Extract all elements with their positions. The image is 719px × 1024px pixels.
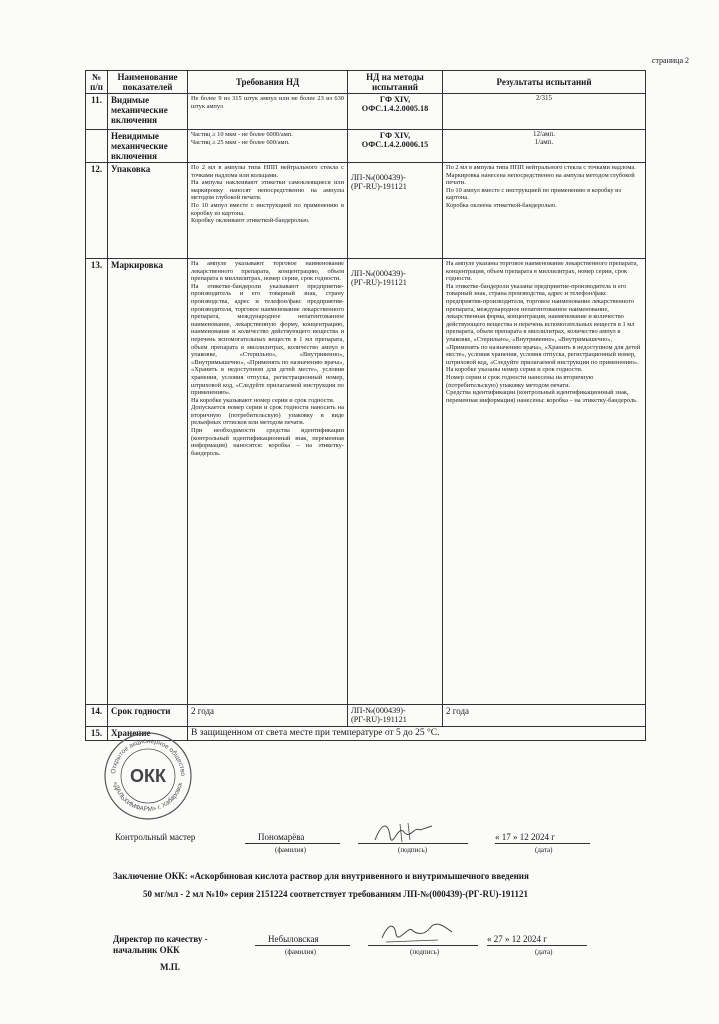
test-results-table — [85, 70, 646, 741]
page-number: страница 2 — [651, 56, 689, 65]
row-result: 12/амп. 1/амп. — [443, 130, 646, 163]
master-label: Контрольный мастер — [115, 832, 196, 842]
company-stamp — [103, 731, 193, 821]
table-row — [86, 705, 646, 727]
director-date: « 27 » 12 2024 г — [487, 934, 547, 944]
director-label-2: начальник ОКК — [113, 945, 180, 955]
table-row — [86, 259, 646, 705]
row-name: Срок годности — [108, 705, 188, 727]
row-num: 12. — [86, 163, 108, 259]
director-handwritten-signature — [378, 918, 458, 948]
row-requirement: 2 года — [188, 705, 348, 727]
stamp-ring-bottom: «ДАЛЬХИМФАРМ» г. Хабаровск — [111, 780, 185, 814]
row-num: 13. — [86, 259, 108, 705]
director-sign-caption: (подпись) — [410, 948, 440, 956]
stamp-mp-label: М.П. — [160, 962, 180, 972]
row-name: Маркировка — [108, 259, 188, 705]
director-label-1: Директор по качеству - — [113, 934, 208, 944]
header-results: Результаты испытаний — [443, 71, 646, 94]
master-date: « 17 » 12 2024 г — [495, 832, 555, 842]
row-num: 15. — [86, 726, 108, 740]
row-num: 14. — [86, 705, 108, 727]
row-method: ГФ XIV, ОФС.1.4.2.0005.18 — [348, 94, 443, 130]
header-requirements: Требования НД — [188, 71, 348, 94]
header-method: НД на методы испытаний — [348, 71, 443, 94]
row-num: 11. — [86, 94, 108, 130]
master-name-caption: (фамилия) — [275, 846, 306, 854]
row-result: 2 года — [443, 705, 646, 727]
row-requirement: На ампуле указывают торговое наименование лекарственного препарата, концентрацию, объем препарата в миллилитрах, номер серии, срок годности. На этикетке-бандероли указывают предприятие-производитель и его товарный знак, страну производства, адрес и телефон/факс предприятия-производителя, торговое наименование лекарственного препарата, международное непатентованное наименование, лекарственную форму, концентрацию, наименование и количество действующего вещества и перечень вспомогательных веществ в 1 мл препарата, объем препарата в миллилитрах, количество ампул в упаковке, «Стерильно», «Внутривенно», «Внутримышечно», «Применять по назначению врача», «Хранить в недоступном для детей месте», условия хранения, условия отпуска, регистрационный номер, штриховой код, «Следуйте прилагаемой инструкции по применению». На коробке указывают номер серии и срок годности. Допускается номер серии и срок годности наносить на вторичную (потребительскую) упаковку в виде рельефных оттисков или методом печати. При необходимости средства идентификации (контрольный идентификационный знак, переменная информация) наносятся: коробка – на этикетку-бандероль. — [188, 259, 348, 705]
row-name: Упаковка — [108, 163, 188, 259]
conclusion-line-2: 50 мг/мл - 2 мл №10» серия 2151224 соответствует требованиям ЛП-№(000439)-(РГ-RU)-191121 — [143, 889, 528, 899]
table-row — [86, 130, 646, 163]
master-name: Пономарёва — [258, 832, 305, 842]
row-requirement: Не более 9 из 315 штук ампул или не более 23 из 630 штук ампул — [188, 94, 348, 130]
row-storage-requirement: В защищенном от света месте при температуре от 5 до 25 °С. — [188, 726, 646, 740]
row-name: Хранение — [108, 726, 188, 740]
header-name: Наименование показателей — [108, 71, 188, 94]
table-row — [86, 94, 646, 130]
row-name: Невидимые механические включения — [108, 130, 188, 163]
table-row — [86, 163, 646, 259]
row-num — [86, 130, 108, 163]
okk-conclusion — [113, 871, 713, 899]
row-method: ЛП-№(000439)- (РГ-RU)-191121 — [348, 163, 443, 259]
row-requirement: По 2 мл в ампулы типа НПП нейтрального стекла с точками надлома или кольцами. На ампулы наклеивают этикетки самоклеящиеся или маркировку наносят непосредственно на ампулы методом глубокой печати. По 10 ампул вместе с инструкцией по применению в коробку из картона. Коробку оклеивают этикеткой-бандеролью. — [188, 163, 348, 259]
row-method: ЛП-№(000439)- (РГ-RU)-191121 — [348, 259, 443, 705]
director-name-caption: (фамилия) — [285, 948, 316, 956]
row-method: ЛП-№(000439)- (РГ-RU)-191121 — [348, 705, 443, 727]
row-result: По 2 мл в ампулы типа НПП нейтрального стекла с точками надлома. Маркировка нанесена непосредственно на ампулы методом глубокой печати. По 10 ампул вместе с инструкцией по применению в коробку из картона. Коробка оклеена этикеткой-бандеролью. — [443, 163, 646, 259]
conclusion-line-1: Заключение ОКК: «Аскорбиновая кислота раствор для внутривенного и внутримышечного введения — [113, 871, 529, 881]
master-date-caption: (дата) — [535, 846, 553, 854]
row-result: 2/315 — [443, 94, 646, 130]
header-num: № п/п — [86, 71, 108, 94]
master-sign-caption: (подпись) — [398, 846, 428, 854]
stamp-center-text: ОКК — [130, 766, 166, 786]
row-result: На ампуле указаны торговое наименование лекарственного препарата, концентрация, объем препарата в миллилитрах, номер серии, срок годности. На этикетке-бандероли указаны предприятие-производитель и его товарный знак, страна производства, адрес и телефон/факс предприятия-производителя, торговое наименование лекарственного препарата, международное непатентованное наименование, лекарственная форма, концентрация, наименование и количество действующего вещества и перечень вспомогательных веществ в 1 мл препарата, объем препарата в миллилитрах, количество ампул в упаковке, «Стерильно», «Внутривенно», «Внутримышечно», «Применять по назначению врача», «Хранить в недоступном для детей месте», условия хранения, условия отпуска, регистрационный номер, штриховой код, «Следуйте прилагаемой инструкции по применению». На коробке указаны номер серии и срок годности. Номер серии и срок годности нанесены на вторичную (потребительскую) упаковку методом печати. Средства идентификации (контрольный идентификационный знак, переменная информация) нанесены: коробка – на этикетку-бандероль. — [443, 259, 646, 705]
stamp-ring-top: Открытое акционерное общество — [110, 737, 187, 777]
row-method: ГФ XIV, ОФС.1.4.2.0006.15 — [348, 130, 443, 163]
row-name: Видимые механические включения — [108, 94, 188, 130]
row-requirement: Частиц ≥ 10 мкм - не более 6000/амп. Частиц ≥ 25 мкм - не более 600/амп. — [188, 130, 348, 163]
master-handwritten-signature — [370, 818, 440, 846]
director-date-caption: (дата) — [535, 948, 553, 956]
director-name: Небыловская — [268, 934, 319, 944]
table-header-row — [86, 71, 646, 94]
